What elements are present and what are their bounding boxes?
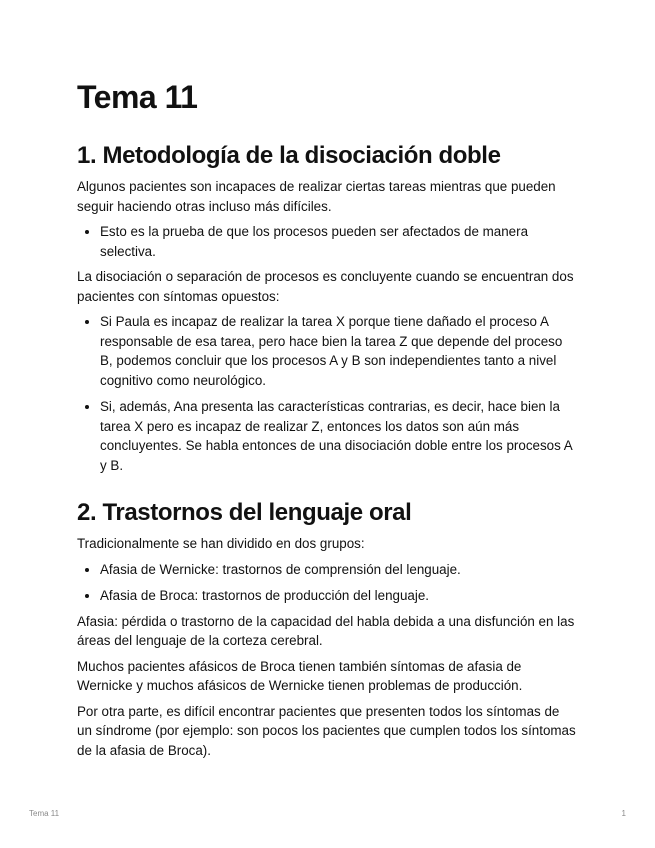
footer-page-number: 1 (621, 809, 626, 818)
section-heading-disociacion: 1. Metodología de la disociación doble (77, 142, 501, 169)
list-item: • Afasia de Broca: trastornos de producción del lenguaje. (100, 586, 577, 606)
list-item: • Afasia de Wernicke: trastornos de comprensión del lenguaje. (100, 560, 577, 580)
bullet-list (77, 222, 577, 261)
list-item: • Esto es la prueba de que los procesos pueden ser afectados de manera selectiva. (100, 222, 577, 261)
document-page (77, 78, 577, 760)
bullet-list (77, 312, 577, 475)
paragraph: Por otra parte, es difícil encontrar pacientes que presenten todos los síntomas de un síndrome (por ejemplo: son pocos los pacientes que cumplen todos los síntomas de la afasia de Broca). (77, 703, 576, 758)
paragraph: Tradicionalmente se han dividido en dos grupos: (77, 536, 365, 551)
page-title: Tema 11 (77, 79, 198, 115)
section-heading-trastornos: 2. Trastornos del lenguaje oral (77, 499, 412, 526)
bullet-list (77, 560, 577, 606)
list-item: • Si, además, Ana presenta las características contrarias, es decir, hace bien la tarea X pero es incapaz de realizar Z, entonces los datos son aún más concluyentes. Se habla entonces de una disociación doble entre los procesos A y B. (100, 397, 577, 475)
list-item: • Si Paula es incapaz de realizar la tarea X porque tiene dañado el proceso A responsable de esa tarea, pero hace bien la tarea Z que depende del proceso B, podemos concluir que los procesos A y B son independientes tanto a nivel cognitivo como neurológico. (100, 312, 577, 390)
paragraph: La disociación o separación de procesos es concluyente cuando se encuentran dos pacientes con síntomas opuestos: (77, 269, 574, 304)
paragraph: Afasia: pérdida o trastorno de la capacidad del habla debida a una disfunción en las áreas del lenguaje de la corteza cerebral. (77, 613, 575, 648)
footer-document-title: Tema 11 (29, 809, 60, 818)
paragraph: Algunos pacientes son incapaces de realizar ciertas tareas mientras que pueden seguir haciendo otras incluso más difíciles. (77, 179, 556, 214)
paragraph: Muchos pacientes afásicos de Broca tienen también síntomas de afasia de Wernicke y muchos afásicos de Wernicke tienen problemas de producción. (77, 658, 523, 693)
